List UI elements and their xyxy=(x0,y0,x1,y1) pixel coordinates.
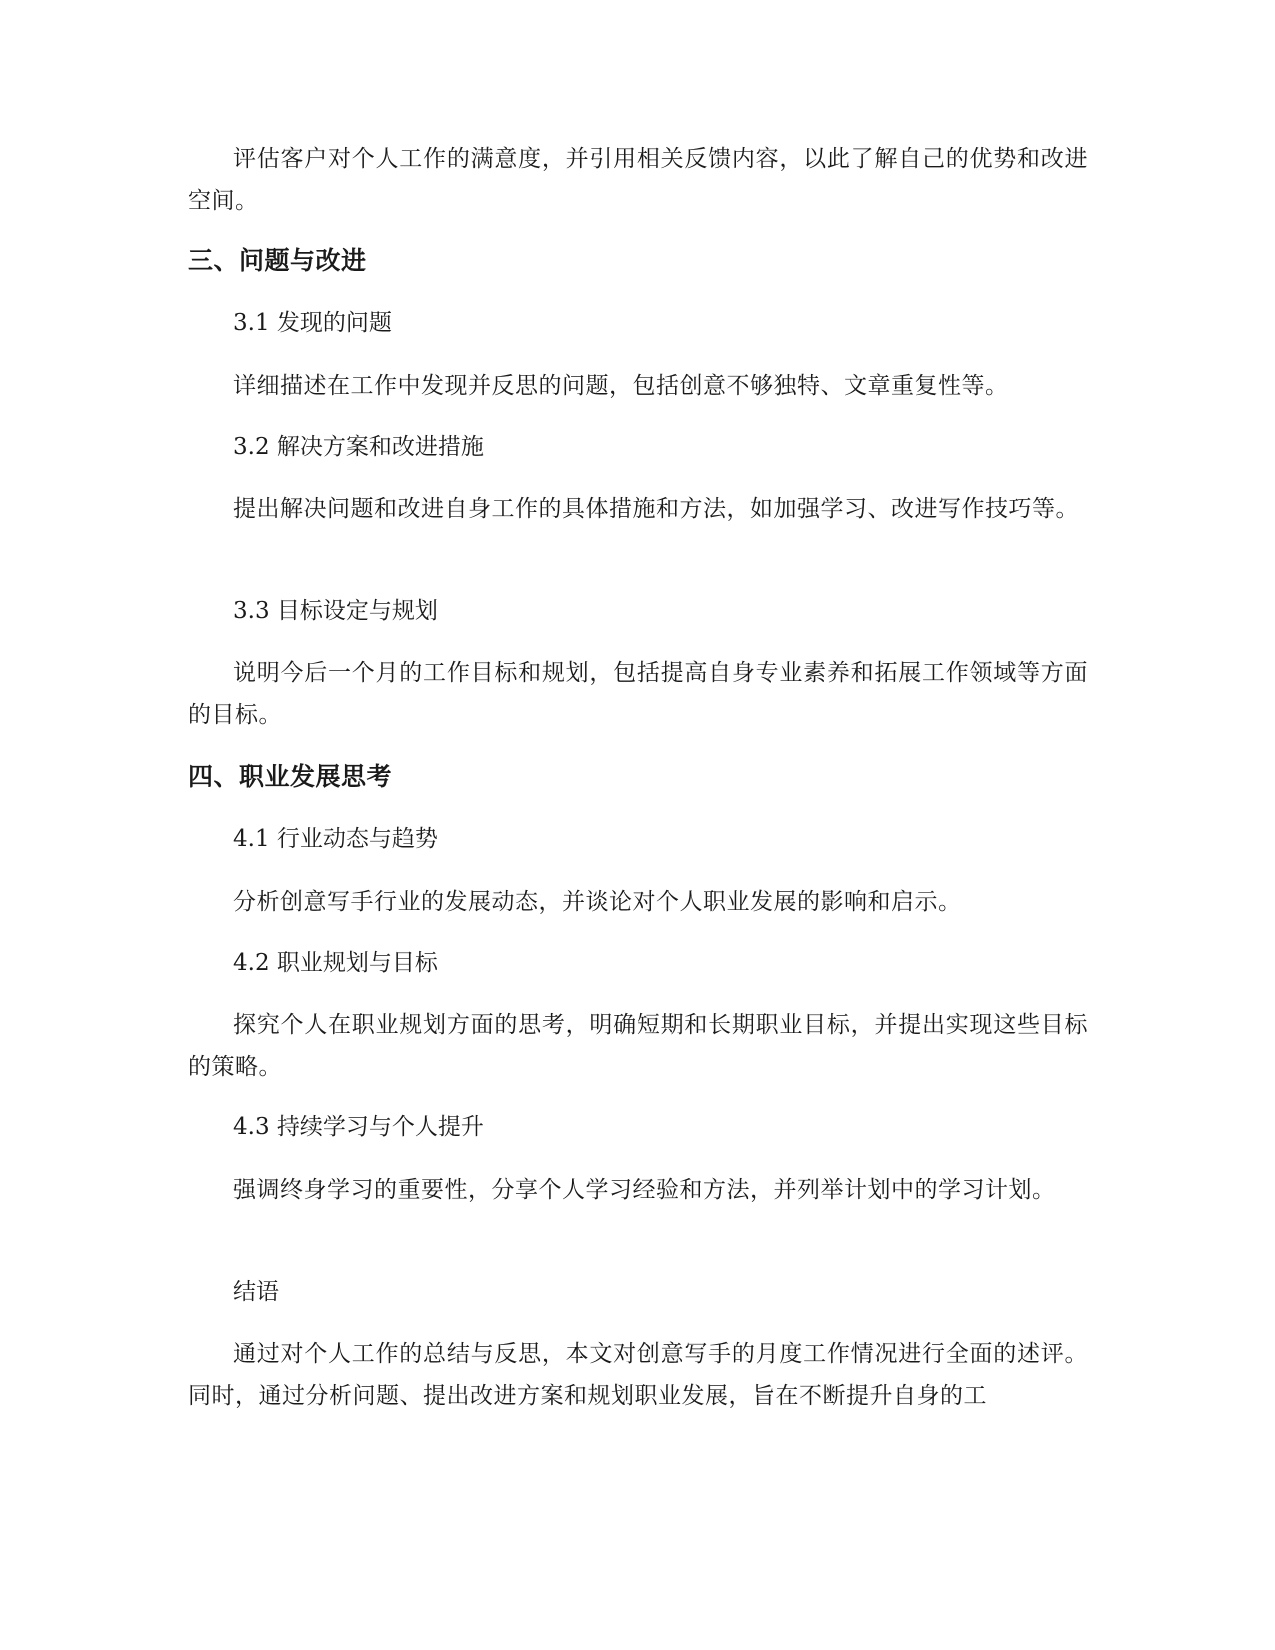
subheading-4-1: 4.1 行业动态与趋势 xyxy=(233,826,438,852)
subheading-3-2: 3.2 解决方案和改进措施 xyxy=(233,434,484,460)
subheading-4-2: 4.2 职业规划与目标 xyxy=(233,950,438,976)
paragraph-3-1: 详细描述在工作中发现并反思的问题，包括创意不够独特、文章重复性等。 xyxy=(233,373,1009,399)
subheading-3-1: 3.1 发现的问题 xyxy=(233,310,392,336)
heading-career-development: 四、职业发展思考 xyxy=(188,762,393,791)
paragraph-customer-satisfaction: 评估客户对个人工作的满意度，并引用相关反馈内容，以此了解自己的优势和改进空间。 xyxy=(188,146,1088,214)
paragraph-3-2: 提出解决问题和改进自身工作的具体措施和方法，如加强学习、改进写作技巧等。 xyxy=(233,496,1079,522)
paragraph-conclusion: 通过对个人工作的总结与反思，本文对创意写手的月度工作情况进行全面的述评。同时，通过分析问题、提出改进方案和规划职业发展，旨在不断提升自身的工 xyxy=(188,1341,1088,1409)
paragraph-4-2: 探究个人在职业规划方面的思考，明确短期和长期职业目标，并提出实现这些目标的策略。 xyxy=(188,1012,1088,1080)
heading-problems-improvement: 三、问题与改进 xyxy=(188,246,367,275)
paragraph-4-1: 分析创意写手行业的发展动态，并谈论对个人职业发展的影响和启示。 xyxy=(233,889,962,915)
paragraph-4-3: 强调终身学习的重要性，分享个人学习经验和方法，并列举计划中的学习计划。 xyxy=(233,1177,1056,1203)
paragraph-3-3: 说明今后一个月的工作目标和规划，包括提高自身专业素养和拓展工作领域等方面的目标。 xyxy=(188,660,1088,728)
subheading-4-3: 4.3 持续学习与个人提升 xyxy=(233,1114,484,1140)
subheading-3-3: 3.3 目标设定与规划 xyxy=(233,598,438,624)
subheading-conclusion: 结语 xyxy=(233,1279,279,1305)
